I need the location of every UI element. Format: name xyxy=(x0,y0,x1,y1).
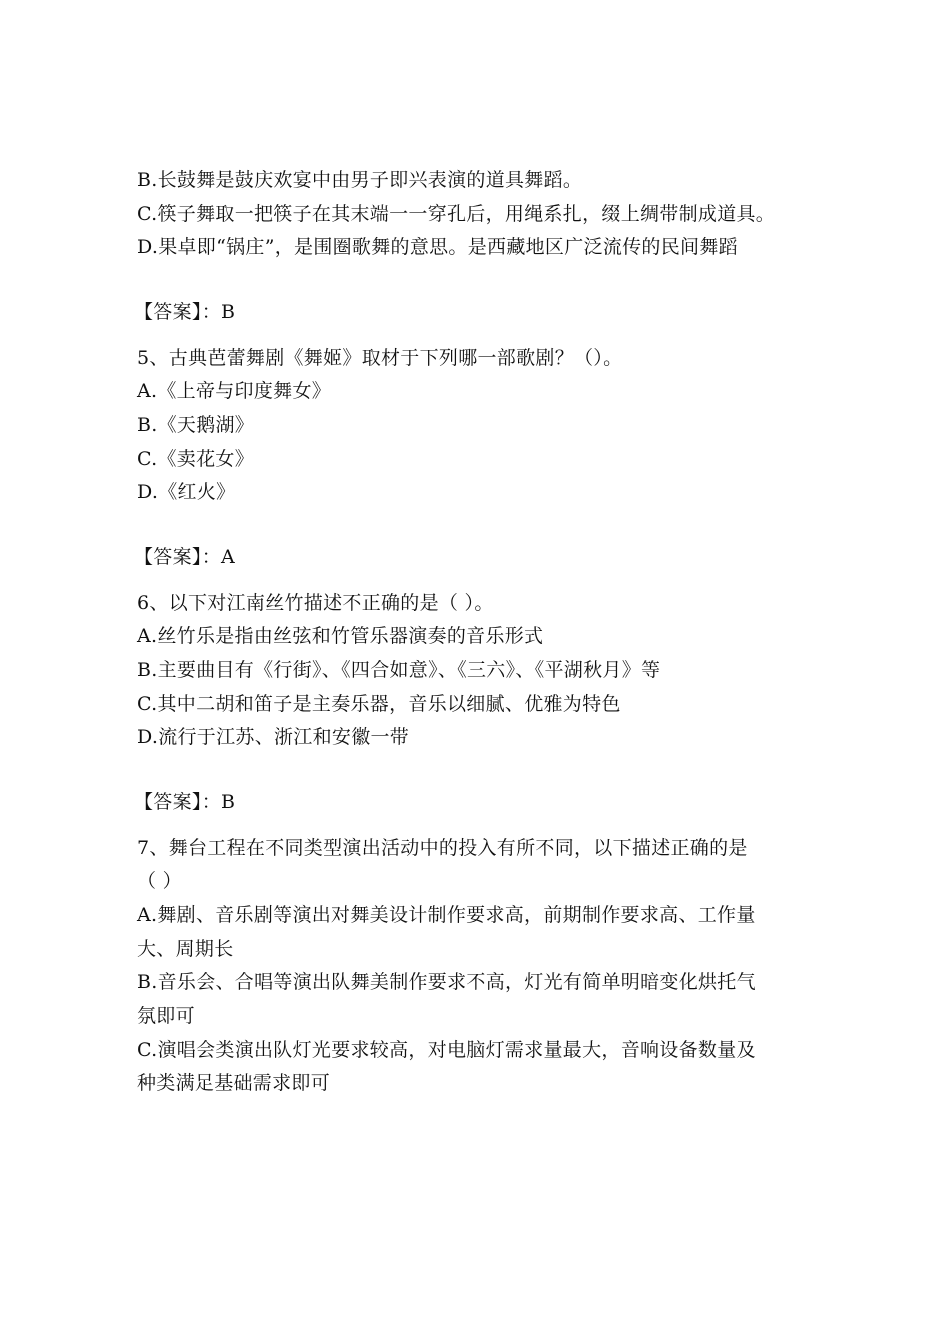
q4-option-c: C.筷子舞取一把筷子在其末端一一穿孔后，用绳系扎，缀上绸带制成道具。 xyxy=(137,203,776,225)
q6-option-b: B.主要曲目有《行街》、《四合如意》、《三六》、《平湖秋月》等 xyxy=(137,659,661,681)
q7-option-c-line-2: 种类满足基础需求即可 xyxy=(137,1072,331,1094)
q4-option-b: B.长鼓舞是鼓庆欢宴中由男子即兴表演的道具舞蹈。 xyxy=(137,169,583,191)
q7-question-line-2: （ ） xyxy=(137,870,182,892)
q7-question-line-1: 7、舞台工程在不同类型演出活动中的投入有所不同，以下描述正确的是 xyxy=(137,837,748,859)
q6-question: 6、以下对江南丝竹描述不正确的是（ ）。 xyxy=(137,592,494,614)
q5-option-d: D.《红火》 xyxy=(137,481,236,503)
q6-option-a: A.丝竹乐是指由丝弦和竹管乐器演奏的音乐形式 xyxy=(137,625,544,647)
q5-question: 5、古典芭蕾舞剧《舞姬》取材于下列哪一部歌剧？（）。 xyxy=(137,347,623,369)
q7-option-a-line-2: 大、周期长 xyxy=(137,938,234,960)
q6-option-c: C.其中二胡和笛子是主奏乐器，音乐以细腻、优雅为特色 xyxy=(137,693,621,715)
q7-option-b-line-1: B.音乐会、合唱等演出队舞美制作要求不高，灯光有简单明暗变化烘托气 xyxy=(137,971,756,993)
q6-answer: 【答案】：B xyxy=(134,791,236,813)
q5-option-b: B.《天鹅湖》 xyxy=(137,414,255,436)
q7-option-b-line-2: 氛即可 xyxy=(137,1005,195,1027)
q4-answer: 【答案】：B xyxy=(134,301,236,323)
q7-option-a-line-1: A.舞剧、音乐剧等演出对舞美设计制作要求高，前期制作要求高、工作量 xyxy=(137,904,756,926)
q5-option-c: C.《卖花女》 xyxy=(137,448,255,470)
q4-option-d: D.果卓即“锅庄”，是围圈歌舞的意思。是西藏地区广泛流传的民间舞蹈 xyxy=(137,236,738,258)
q6-option-d: D.流行于江苏、浙江和安徽一带 xyxy=(137,726,410,748)
q5-answer: 【答案】：A xyxy=(134,546,236,568)
q5-option-a: A.《上帝与印度舞女》 xyxy=(137,380,332,402)
q7-option-c-line-1: C.演唱会类演出队灯光要求较高，对电脑灯需求量最大，音响设备数量及 xyxy=(137,1039,756,1061)
